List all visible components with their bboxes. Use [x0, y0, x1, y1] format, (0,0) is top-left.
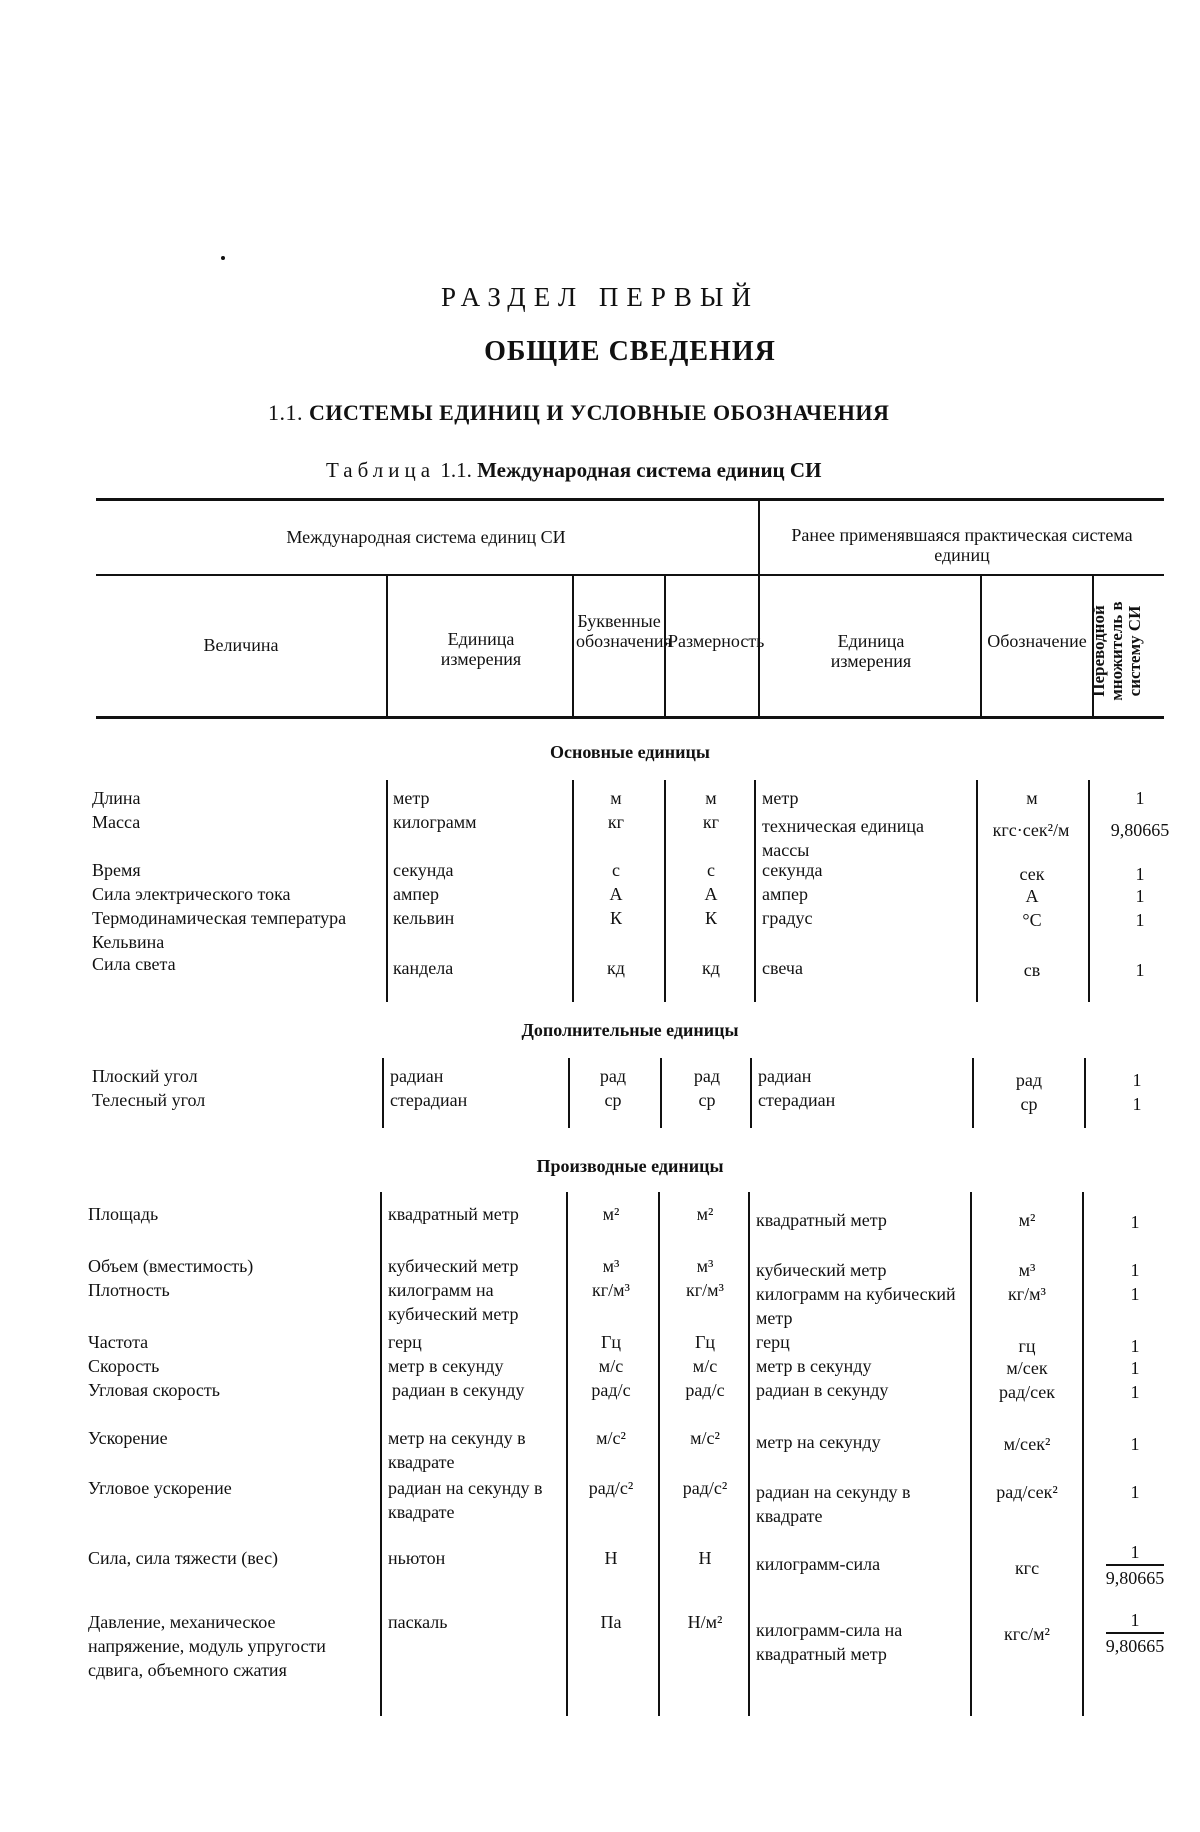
old-unit-cell: радиан [758, 1066, 812, 1086]
chapter-number: 1.1. [268, 400, 303, 425]
si-symbol-cell: кг/м³ [592, 1280, 630, 1300]
si-dimension-cell: рад/с² [682, 1478, 728, 1498]
si-unit-cell: радиан в секунду [392, 1380, 525, 1400]
header-si-symbol: Буквенные обозначения [576, 611, 672, 651]
old-symbol-cell: °С [1022, 910, 1042, 930]
factor-cell: 1 [1130, 1358, 1140, 1378]
factor-fraction [1106, 1540, 1165, 1590]
quantity-cell: Угловое ускорение [88, 1478, 232, 1498]
factor-cell: 1 [1135, 788, 1145, 808]
header-group-rule [96, 574, 1164, 576]
quantity-cell: Объем (вместимость) [88, 1256, 254, 1276]
old-symbol-cell: м/сек [1006, 1358, 1048, 1378]
si-unit-cell: квадратный метр [388, 1204, 519, 1224]
si-dimension-cell: м/с [692, 1356, 718, 1376]
old-symbol-cell: сек [1019, 864, 1045, 884]
quantity-cell: Длина [92, 788, 141, 808]
old-unit-cell: радиан в секунду [756, 1380, 889, 1400]
old-symbol-cell: рад [1015, 1070, 1043, 1090]
si-unit-cell: метр на секунду в квадрате [388, 1428, 526, 1472]
si-symbol-cell: К [609, 908, 622, 928]
header-si-unit: Единица измерения [440, 629, 522, 669]
si-unit-cell: герц [388, 1332, 422, 1352]
si-dimension-cell: м [705, 788, 717, 808]
si-unit-cell: кельвин [393, 908, 455, 928]
group-title-derived: Производные единицы [536, 1156, 724, 1176]
old-unit-cell: секунда [762, 860, 823, 880]
col-rule [380, 1192, 382, 1716]
old-unit-cell: килограмм на кубический метр [756, 1284, 956, 1328]
factor-cell: 1 [1135, 886, 1145, 906]
old-unit-cell: килограмм-сила [756, 1554, 881, 1574]
si-unit-cell: секунда [393, 860, 454, 880]
si-symbol-cell: Гц [600, 1332, 622, 1352]
si-symbol-cell: рад/с [591, 1380, 631, 1400]
si-symbol-cell: кд [607, 958, 625, 978]
factor-cell: 1 [1130, 1336, 1140, 1356]
si-unit-cell: ньютон [388, 1548, 446, 1568]
header-si-group: Международная система единиц СИ [286, 527, 566, 547]
si-dimension-cell: К [704, 908, 717, 928]
si-symbol-cell: рад [599, 1066, 627, 1086]
header-factor: Переводной множитель в систему СИ [1089, 601, 1144, 701]
table-top-rule [96, 498, 1164, 501]
si-dimension-cell: А [704, 884, 718, 904]
header-old-symbol: Обозначение [987, 631, 1087, 651]
si-symbol-cell: м² [602, 1204, 620, 1224]
quantity-cell: Сила электрического тока [92, 884, 291, 904]
quantity-cell: Телесный угол [92, 1090, 206, 1110]
group-title-supplementary: Дополнительные единицы [521, 1020, 739, 1040]
si-unit-cell: паскаль [388, 1612, 448, 1632]
old-symbol-cell: кгс [1014, 1558, 1040, 1578]
old-unit-cell: квадратный метр [756, 1210, 887, 1230]
factor-numerator: 1 [1106, 1540, 1165, 1566]
factor-cell: 9,80665 [1110, 820, 1170, 840]
si-dimension-cell: м² [696, 1204, 714, 1224]
old-symbol-cell: кгс·сек²/м [992, 820, 1070, 840]
old-unit-cell: стерадиан [758, 1090, 836, 1110]
si-unit-cell: килограмм на кубический метр [388, 1280, 519, 1324]
si-dimension-cell: рад [693, 1066, 721, 1086]
old-unit-cell: метр на секунду [756, 1432, 881, 1452]
si-symbol-cell: Па [600, 1612, 622, 1632]
old-symbol-cell: кг/м³ [1008, 1284, 1046, 1304]
si-dimension-cell: с [707, 860, 715, 880]
old-symbol-cell: м/сек² [1003, 1434, 1051, 1454]
header-col-divider [980, 576, 982, 716]
si-symbol-cell: с [612, 860, 620, 880]
si-symbol-cell: м [610, 788, 622, 808]
quantity-cell: Сила света [92, 954, 176, 974]
factor-cell: 1 [1135, 864, 1145, 884]
header-si-dimension: Размерность [668, 631, 765, 651]
factor-denominator: 9,80665 [1105, 1568, 1165, 1588]
quantity-cell: Время [92, 860, 141, 880]
si-dimension-cell: м/с² [690, 1428, 720, 1448]
quantity-cell: Угловая скорость [88, 1380, 220, 1400]
header-col-divider [572, 576, 574, 716]
factor-cell: 1 [1135, 910, 1145, 930]
factor-cell: 1 [1130, 1260, 1140, 1280]
old-unit-cell: кубический метр [756, 1260, 887, 1280]
si-unit-cell: кандела [393, 958, 454, 978]
header-quantity: Величина [203, 635, 279, 655]
old-symbol-cell: м² [1018, 1210, 1036, 1230]
old-symbol-cell: рад/сек² [996, 1482, 1058, 1502]
si-dimension-cell: м³ [696, 1256, 714, 1276]
si-symbol-cell: м³ [602, 1256, 620, 1276]
si-unit-cell: метр [393, 788, 430, 808]
si-dimension-cell: кг/м³ [686, 1280, 724, 1300]
quantity-cell: Плотность [88, 1280, 170, 1300]
factor-denominator: 9,80665 [1105, 1636, 1165, 1656]
quantity-cell: Плоский угол [92, 1066, 198, 1086]
si-unit-cell: килограмм [393, 812, 477, 832]
factor-cell: 1 [1130, 1382, 1140, 1402]
si-symbol-cell: Н [604, 1548, 618, 1568]
factor-cell [1080, 1540, 1190, 1590]
quantity-cell: Масса [92, 812, 141, 832]
old-unit-cell: метр в секунду [756, 1356, 872, 1376]
header-col-divider [386, 576, 388, 716]
table-caption-prefix: Таблица [326, 458, 436, 482]
section-label: РАЗДЕЛ ПЕРВЫЙ [441, 282, 759, 312]
old-symbol-cell: м [1026, 788, 1038, 808]
si-dimension-cell: рад/с [685, 1380, 725, 1400]
old-symbol-cell: рад/сек [998, 1382, 1056, 1402]
old-unit-cell: свеча [762, 958, 803, 978]
quantity-cell: Ускорение [88, 1428, 168, 1448]
col-rule [386, 780, 388, 1002]
old-unit-cell: ампер [762, 884, 809, 904]
factor-cell [1080, 1608, 1190, 1658]
old-symbol-cell: св [1023, 960, 1041, 980]
si-unit-cell: радиан [390, 1066, 444, 1086]
old-unit-cell: килограмм-сила на квадратный метр [756, 1620, 903, 1664]
quantity-cell: Сила, сила тяжести (вес) [88, 1548, 279, 1568]
header-group-divider [758, 498, 760, 716]
old-unit-cell: техническая единица массы [762, 816, 925, 860]
factor-cell: 1 [1132, 1094, 1142, 1114]
si-dimension-cell: Н [698, 1548, 712, 1568]
old-unit-cell: метр [762, 788, 799, 808]
old-symbol-cell: А [1025, 886, 1039, 906]
factor-cell: 1 [1130, 1212, 1140, 1232]
si-unit-cell: радиан на секунду в квадрате [388, 1478, 543, 1522]
factor-cell: 1 [1130, 1434, 1140, 1454]
old-symbol-cell: гц [1018, 1336, 1036, 1356]
si-unit-cell: метр в секунду [388, 1356, 504, 1376]
chapter-title-text: СИСТЕМЫ ЕДИНИЦ И УСЛОВНЫЕ ОБОЗНАЧЕНИЯ [309, 400, 890, 425]
si-symbol-cell: ср [604, 1090, 622, 1110]
si-dimension-cell: Гц [694, 1332, 716, 1352]
section-title: ОБЩИЕ СВЕДЕНИЯ [484, 336, 776, 367]
old-unit-cell: градус [762, 908, 813, 928]
table-caption-name: Международная система единиц СИ [477, 458, 822, 482]
si-unit-cell: кубический метр [388, 1256, 519, 1276]
quantity-cell: Площадь [88, 1204, 159, 1224]
factor-fraction [1106, 1608, 1165, 1658]
factor-cell: 1 [1132, 1070, 1142, 1090]
factor-cell: 1 [1130, 1482, 1140, 1502]
si-unit-cell: ампер [393, 884, 440, 904]
si-symbol-cell: м/с [598, 1356, 624, 1376]
old-symbol-cell: ср [1020, 1094, 1038, 1114]
si-unit-cell: стерадиан [390, 1090, 468, 1110]
old-unit-cell: радиан на секунду в квадрате [756, 1482, 911, 1526]
si-symbol-cell: кг [607, 812, 625, 832]
col-rule [382, 1058, 384, 1128]
factor-cell: 1 [1130, 1284, 1140, 1304]
quantity-cell: Давление, механическое напряжение, модуль упругости сдвига, объемного сжатия [88, 1612, 326, 1680]
si-symbol-cell: рад/с² [588, 1478, 634, 1498]
quantity-cell: Частота [88, 1332, 149, 1352]
si-symbol-cell: м/с² [596, 1428, 626, 1448]
old-unit-cell: герц [756, 1332, 790, 1352]
si-dimension-cell: Н/м² [687, 1612, 723, 1632]
si-dimension-cell: ср [698, 1090, 716, 1110]
table-caption-number: 1.1. [440, 458, 472, 482]
si-dimension-cell: кг [702, 812, 720, 832]
factor-numerator: 1 [1106, 1608, 1165, 1634]
header-old-unit: Единица измерения [830, 631, 912, 671]
old-symbol-cell: кгс/м² [1004, 1624, 1050, 1644]
group-title-base: Основные единицы [550, 742, 710, 762]
quantity-cell: Термодинамическая температура Кельвина [92, 908, 347, 952]
si-dimension-cell: кд [702, 958, 720, 978]
old-symbol-cell: м³ [1018, 1260, 1036, 1280]
factor-cell: 1 [1135, 960, 1145, 980]
quantity-cell: Скорость [88, 1356, 160, 1376]
header-old-group: Ранее применявшаяся практическая система единиц [791, 525, 1133, 565]
header-bottom-rule [96, 716, 1164, 719]
si-symbol-cell: А [609, 884, 623, 904]
